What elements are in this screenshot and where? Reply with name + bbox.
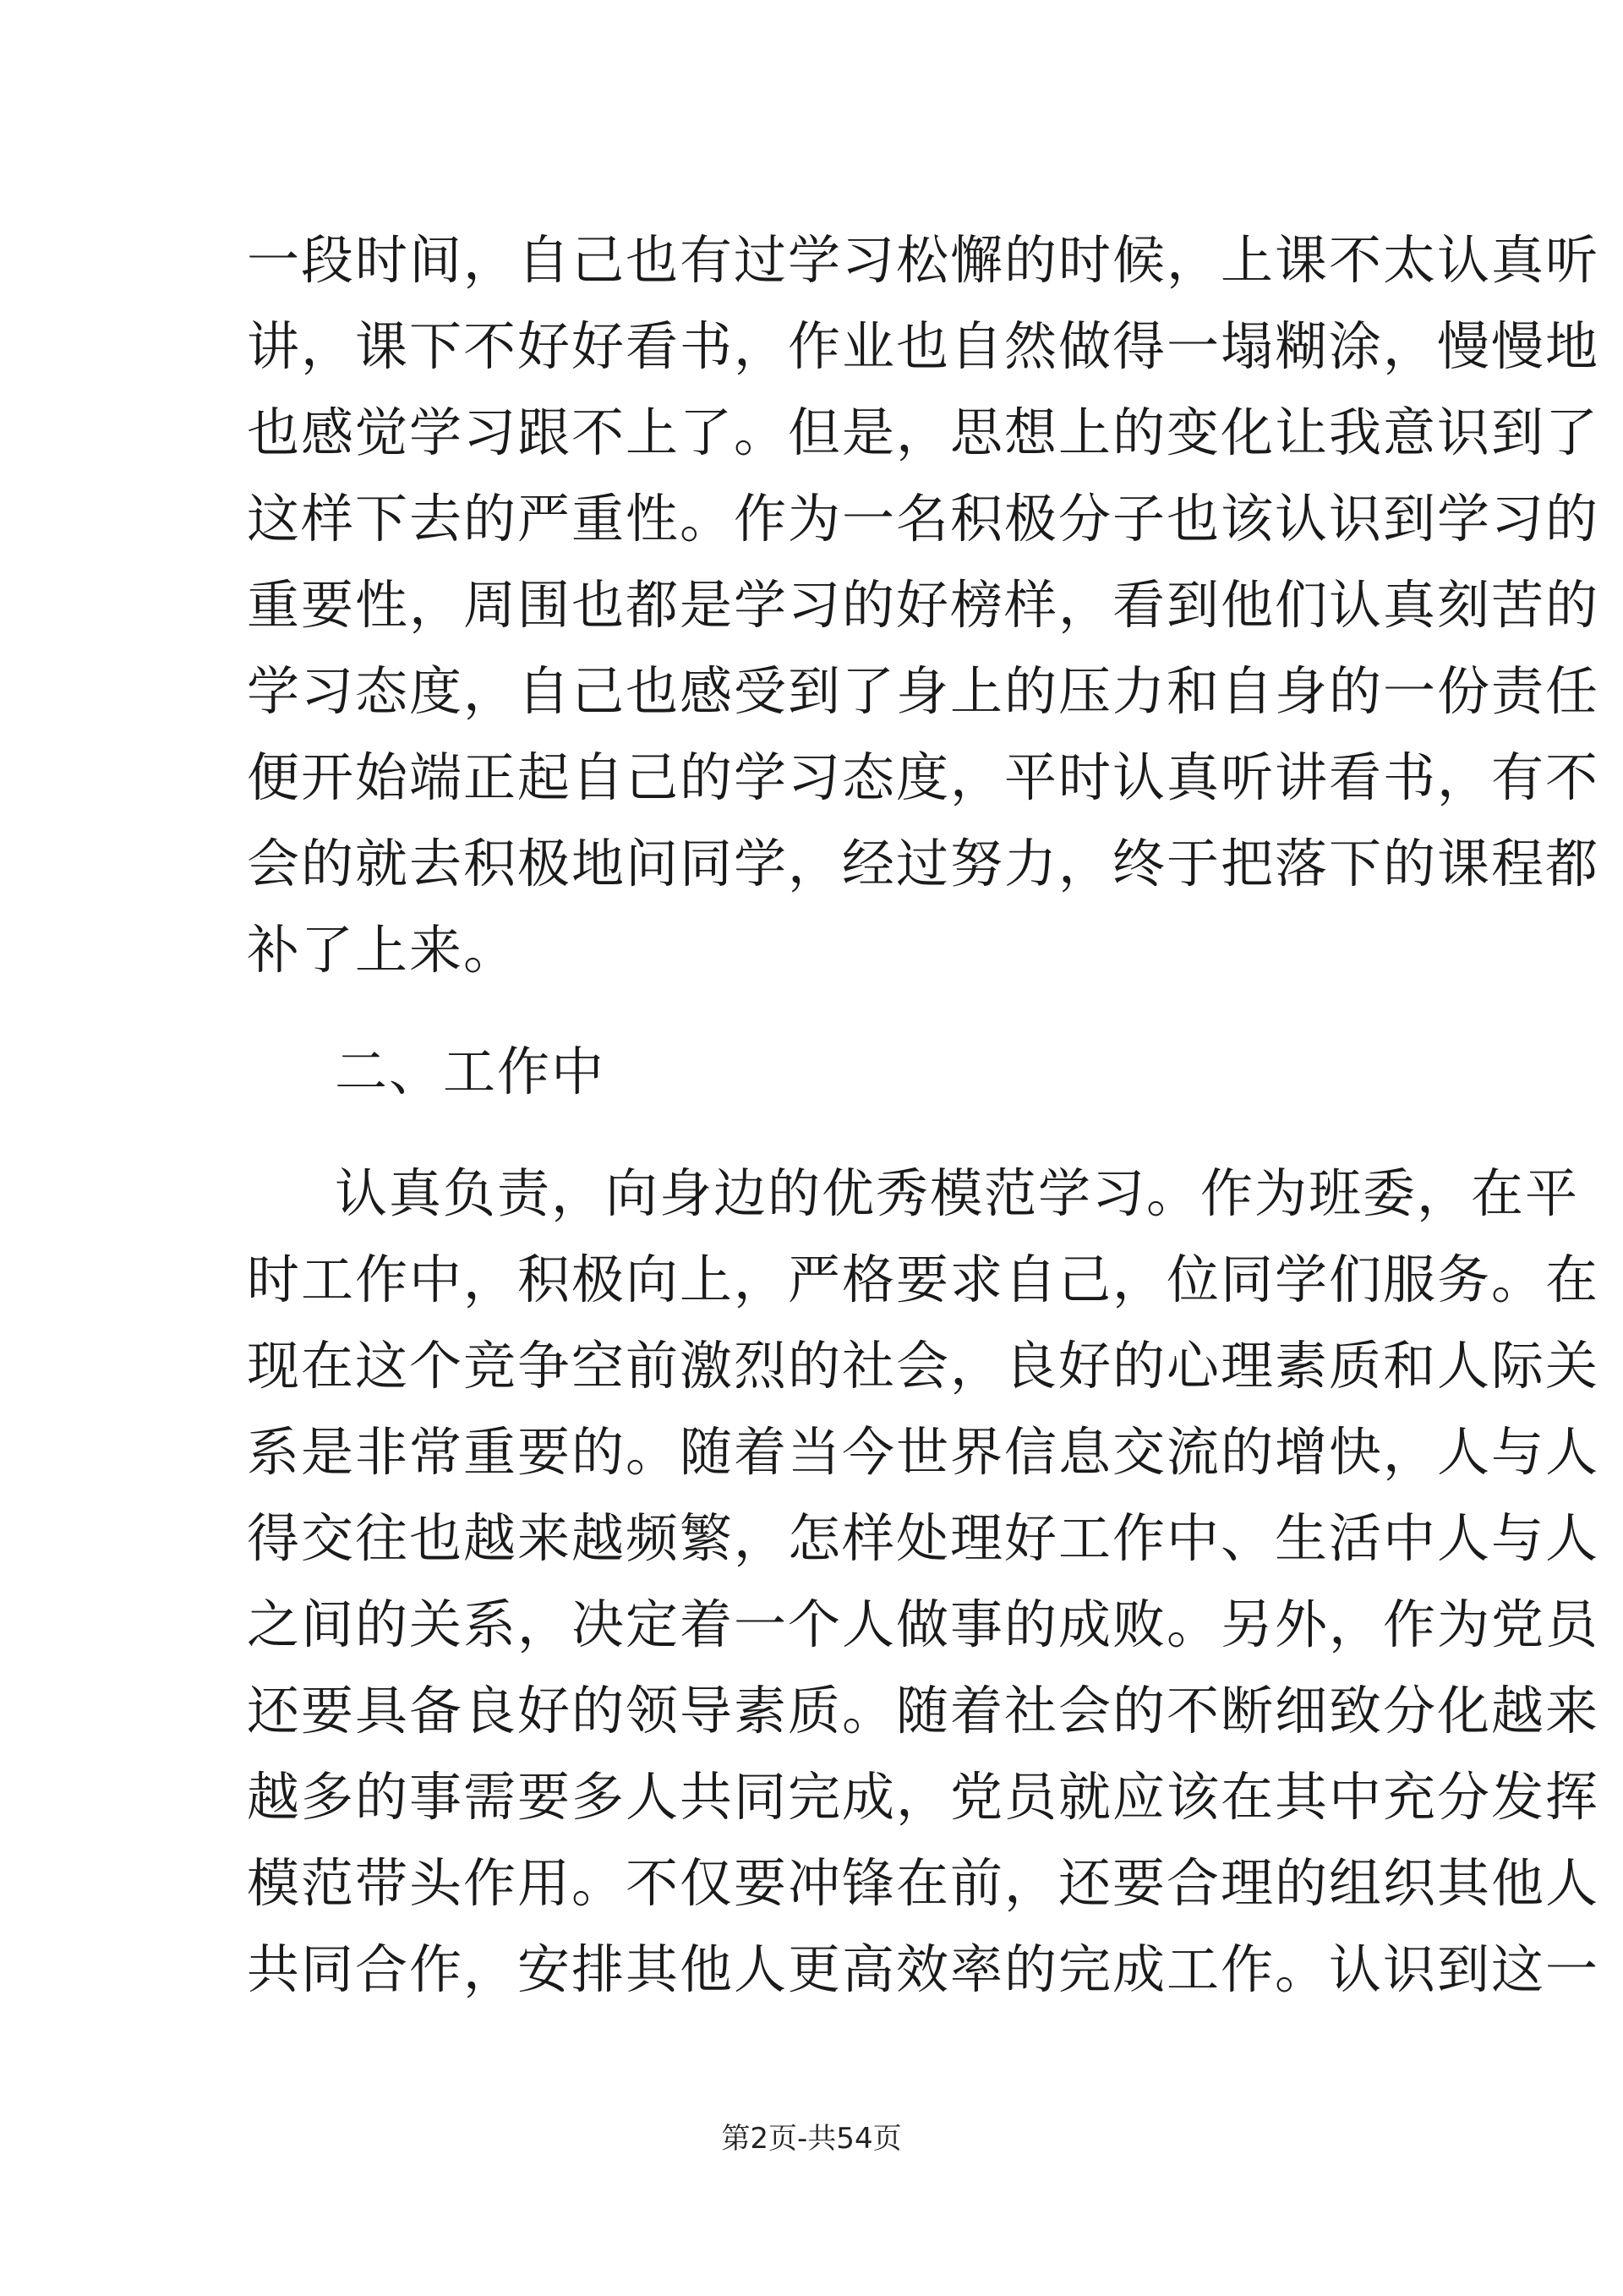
page-number-footer: 第2页-共54页	[721, 2122, 902, 2156]
paragraph-2-line: 模范带头作用。不仅要冲锋在前，还要合理的组织其他人	[247, 1852, 1600, 1914]
paragraph-1-line: 重要性，周围也都是学习的好榜样，看到他们认真刻苦的	[247, 574, 1600, 636]
paragraph-2-line: 还要具备良好的领导素质。随着社会的不断细致分化越来	[247, 1680, 1600, 1741]
paragraph-1-line: 便开始端正起自己的学习态度，平时认真听讲看书，有不	[247, 746, 1600, 808]
paragraph-2-line: 共同合作，安排其他人更高效率的完成工作。认识到这一	[247, 1938, 1600, 2000]
paragraph-2-line: 得交往也越来越频繁，怎样处理好工作中、生活中人与人	[247, 1507, 1600, 1569]
paragraph-2-line: 系是非常重要的。随着当今世界信息交流的增快，人与人	[247, 1421, 1600, 1483]
paragraph-2-line: 越多的事需要多人共同完成，党员就应该在其中充分发挥	[247, 1766, 1600, 1828]
paragraph-1-line: 这样下去的严重性。作为一名积极分子也该认识到学习的	[247, 488, 1600, 549]
paragraph-2-line: 之间的关系，决定着一个人做事的成败。另外，作为党员	[247, 1594, 1600, 1655]
section-heading: 二、工作中	[335, 1041, 606, 1102]
paragraph-1-line: 补了上来。	[247, 919, 518, 981]
paragraph-2-line: 时工作中，积极向上，严格要求自己，位同学们服务。在	[247, 1249, 1600, 1310]
paragraph-2-line: 现在这个竞争空前激烈的社会，良好的心理素质和人际关	[247, 1335, 1600, 1397]
paragraph-1-line: 一段时间，自己也有过学习松懈的时候，上课不太认真听	[247, 229, 1600, 291]
paragraph-2-line: 认真负责，向身边的优秀模范学习。作为班委，在平	[335, 1162, 1580, 1224]
paragraph-1-line: 也感觉学习跟不上了。但是，思想上的变化让我意识到了	[247, 402, 1600, 463]
paragraph-1-line: 讲，课下不好好看书，作业也自然做得一塌糊涂，慢慢地	[247, 315, 1600, 377]
paragraph-1-line: 会的就去积极地问同学，经过努力，终于把落下的课程都	[247, 833, 1600, 894]
paragraph-1-line: 学习态度，自己也感受到了身上的压力和自身的一份责任	[247, 660, 1600, 722]
